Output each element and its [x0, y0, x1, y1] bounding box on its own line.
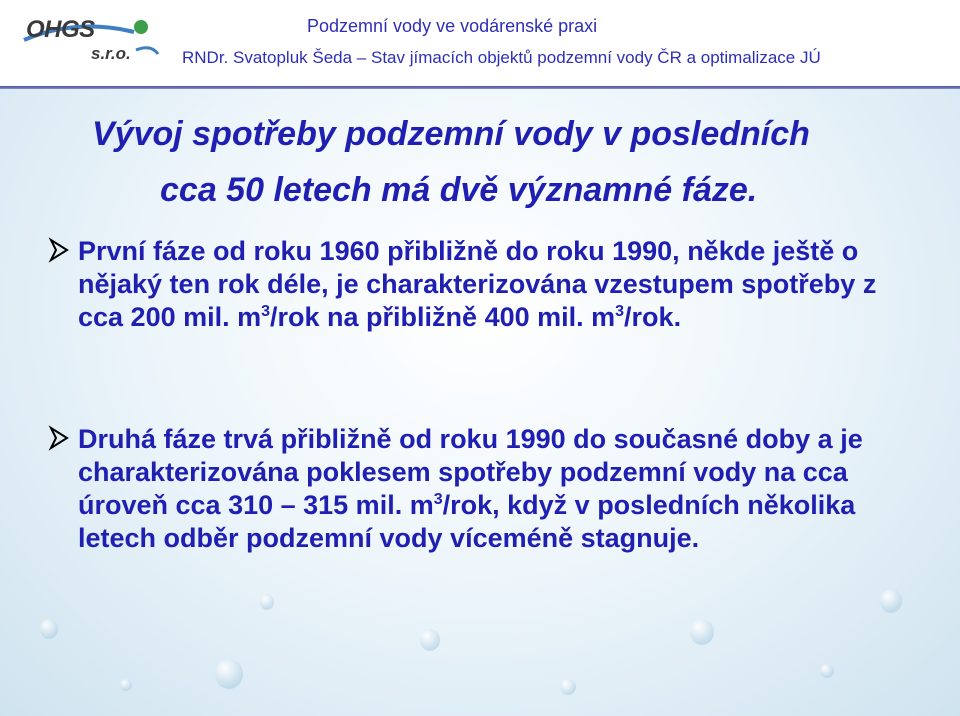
superscript: 3 [433, 491, 443, 508]
bullet-text [78, 235, 908, 334]
slide-content [0, 89, 960, 716]
header-subtitle: RNDr. Svatopluk Šeda – Stav jímacích objektů podzemní vody ČR a optimalizace JÚ [182, 48, 821, 67]
slide-title-line-2: cca 50 letech má dvě významné fáze. [160, 171, 758, 209]
slide-title-line-1: Vývoj spotřeby podzemní vody v posledních [92, 115, 810, 153]
logo-text: OHGS [26, 16, 95, 43]
bullet-text [78, 423, 908, 555]
water-droplet [560, 679, 576, 695]
water-droplet [820, 664, 834, 678]
arrow-bullet-icon [48, 425, 70, 451]
water-droplet [215, 659, 243, 689]
arrow-bullet-icon [48, 237, 70, 263]
header-title: Podzemní vody ve vodárenské praxi [307, 16, 598, 36]
bullet-text-part: První fáze od roku 1960 přibližně do roku 1990, někde ještě o nějaký ten rok déle, je charakterizována vzestupem spotřeby z cca 200 mil. m [78, 236, 877, 332]
superscript: 3 [261, 303, 271, 320]
slide-header [0, 0, 960, 86]
bullet-text-part: /rok. [624, 302, 682, 332]
bullet-second-phase [48, 423, 908, 555]
water-droplet [40, 619, 58, 639]
water-droplet [120, 679, 132, 691]
logo-subtext: s.r.o. [91, 44, 131, 63]
water-droplet [260, 594, 274, 610]
bullet-text-part: Druhá fáze trvá přibližně od roku 1990 do současné doby a je charakterizována poklesem spotřeby podzemní vody na cca úroveň cca 310 – 315 mil. m [78, 424, 863, 520]
bullet-text-part: /rok na přibližně 400 mil. m [270, 302, 616, 332]
water-droplet [420, 629, 440, 651]
water-droplet [690, 619, 714, 645]
water-droplet [880, 589, 902, 613]
superscript: 3 [615, 303, 625, 320]
bullet-text-part: /rok, když v posledních několika letech odběr podzemní vody víceméně stagnuje. [78, 490, 856, 553]
company-logo [16, 10, 166, 72]
bullet-first-phase [48, 235, 908, 334]
